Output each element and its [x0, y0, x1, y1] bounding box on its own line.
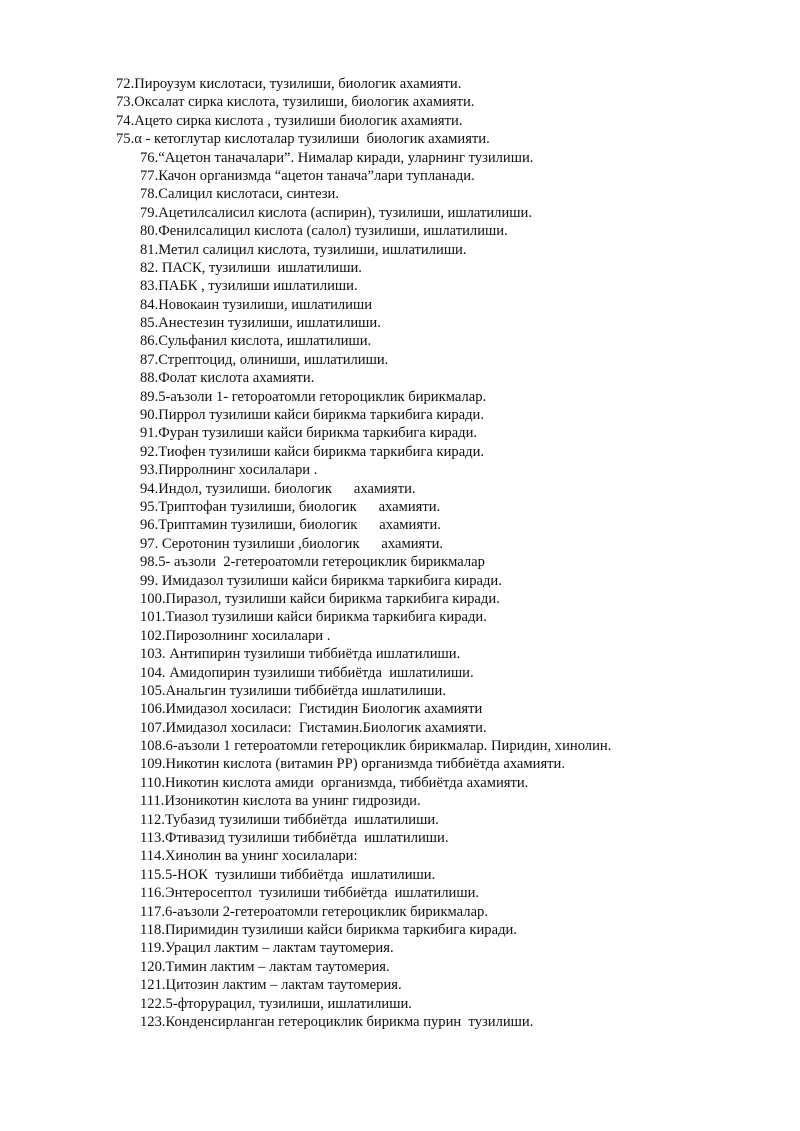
list-item: 105.Анальгин тузилиши тиббиётда ишлатилиши. — [140, 682, 446, 699]
list-item: 82. ПАСК, тузилиши ишлатилиши. — [140, 259, 362, 276]
list-item: 92.Тиофен тузилиши кайси бирикма таркибига киради. — [140, 443, 485, 460]
list-item: 85.Анестезин тузилиши, ишлатилиши. — [140, 315, 381, 332]
list-item: 87.Стрептоцид, олиниши, ишлатилиши. — [140, 351, 389, 368]
list-item: 72.Пироузум кислотаси, тузилиши, биологик ахамияти. — [116, 76, 462, 92]
list-item: 119.Урацил лактим – лактам таутомерия. — [140, 940, 394, 957]
list-item: 100.Пиразол, тузилиши кайси бирикма таркибига киради. — [140, 590, 500, 607]
list-item: 77.Качон организмда “ацетон танача”лари тупланади. — [140, 167, 475, 184]
list-item: 78.Салицил кислотаси, синтези. — [140, 186, 339, 203]
list-item: 90.Пиррол тузилиши кайси бирикма таркибига киради. — [140, 407, 484, 424]
list-item: 76.“Ацетон таначалари”. Нималар киради, уларнинг тузилиши. — [140, 149, 534, 166]
list-item: 121.Цитозин лактим – лактам таутомерия. — [140, 977, 402, 994]
list-item: 111.Изоникотин кислота ва унинг гидрозиди. — [140, 793, 421, 810]
list-item: 97. Серотонин тузилиши ,биологик ахамияти. — [140, 535, 444, 552]
list-item: 75.α - кетоглутар кислоталар тузилиши биологик ахамияти. — [116, 131, 490, 148]
list-item: 88.Фолат кислота ахамияти. — [140, 370, 315, 387]
list-item: 94.Индол, тузилиши. биологик ахамияти. — [140, 480, 416, 497]
list-item: 118.Пиримидин тузилиши кайси бирикма таркибига киради. — [140, 921, 517, 938]
list-item: 102.Пирозолнинг хосилалари . — [140, 627, 331, 644]
list-item: 96.Триптамин тузилиши, биологик ахамияти. — [140, 517, 441, 534]
list-item: 83.ПАБК , тузилиши ишлатилиши. — [140, 278, 358, 295]
list-item: 104. Амидопирин тузилиши тиббиётда ишлатилиши. — [140, 664, 474, 681]
list-item: 109.Никотин кислота (витамин РР) организмда тиббиётда ахамияти. — [140, 756, 566, 773]
list-item: 106.Имидазол хосиласи: Гистидин Биологик ахамияти — [140, 701, 483, 718]
list-item: 108.6-аъзоли 1 гетероатомли гетероциклик бирикмалар. Пиридин, хинолин. — [140, 738, 612, 755]
list-item: 114.Хинолин ва унинг хосилалари: — [140, 848, 358, 865]
list-item: 93.Пирролнинг хосилалари . — [140, 462, 318, 479]
list-item: 101.Тиазол тузилиши кайси бирикма таркибига киради. — [140, 609, 487, 626]
list-item: 95.Триптофан тузилиши, биологик ахамияти. — [140, 498, 441, 515]
list-item: 74.Ацето сирка кислота , тузилиши биологик ахамияти. — [116, 112, 463, 129]
list-item: 117.6-аъзоли 2-гетероатомли гетероциклик бирикмалар. — [140, 903, 488, 920]
list-item: 98.5- аъзоли 2-гетероатомли гетероциклик бирикмалар — [140, 554, 485, 571]
list-item: 122.5-фторурацил, тузилиши, ишлатилиши. — [140, 995, 412, 1012]
list-item: 84.Новокаин тузилиши, ишлатилиши — [140, 296, 373, 313]
list-item: 115.5-НОК тузилиши тиббиётда ишлатилиши. — [140, 866, 436, 883]
list-item: 103. Антипирин тузилиши тиббиётда ишлатилиши. — [140, 646, 461, 663]
list-item: 113.Фтивазид тузилиши тиббиётда ишлатилиши. — [140, 830, 449, 847]
list-item: 99. Имидазол тузилиши кайси бирикма таркибига киради. — [140, 572, 502, 589]
list-item: 86.Сульфанил кислота, ишлатилиши. — [140, 333, 372, 350]
list-item: 107.Имидазол хосиласи: Гистамин.Биологик ахамияти. — [140, 719, 487, 736]
list-item: 123.Конденсирланган гетероциклик бирикма пурин тузилиши. — [140, 1013, 534, 1030]
list-item: 112.Тубазид тузилиши тиббиётда ишлатилиши. — [140, 811, 439, 828]
list-item: 120.Тимин лактим – лактам таутомерия. — [140, 958, 390, 975]
list-item: 73.Оксалат сирка кислота, тузилиши, биологик ахамияти. — [116, 94, 475, 111]
list-item: 89.5-аъзоли 1- гетороатомли гетороциклик бирикмалар. — [140, 388, 487, 405]
list-item: 79.Ацетилсалисил кислота (аспирин), тузилиши, ишлатилиши. — [140, 204, 532, 221]
list-item: 91.Фуран тузилиши кайси бирикма таркибига киради. — [140, 425, 478, 442]
list-item: 110.Никотин кислота амиди организмда, тиббиётда ахамияти. — [140, 774, 529, 791]
list-item: 116.Энтеросептол тузилиши тиббиётда ишлатилиши. — [140, 885, 480, 902]
list-item: 81.Метил салицил кислота, тузилиши, ишлатилиши. — [140, 241, 467, 258]
list-item: 80.Фенилсалицил кислота (салол) тузилиши, ишлатилиши. — [140, 223, 508, 240]
question-list — [0, 75, 800, 1031]
